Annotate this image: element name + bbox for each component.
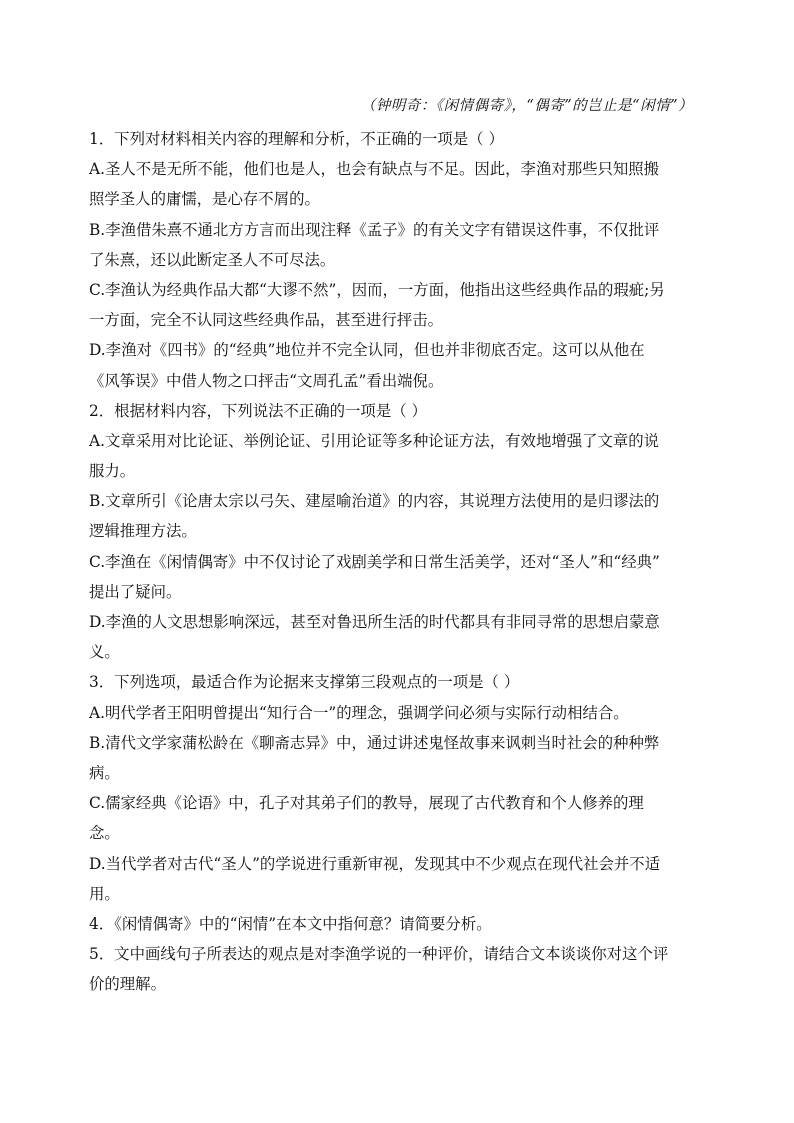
question-2-option-a: A.文章采用对比论证、举例论证、引用论证等多种论证方法，有效地增强了文章的说 [89,431,660,450]
question-1-stem: 1．下列对材料相关内容的理解和分析，不正确的一项是（ ） [89,130,504,148]
question-1-option-d: D.李渔对《四书》的“经典”地位并不完全认同，但也并非彻底否定。这可以从他在 [89,341,645,360]
question-2-option-d-cont: 义。 [89,643,120,662]
question-2-option-a-cont: 服力。 [89,462,136,481]
source-citation: （钟明奇：《闲情偶寄》，“偶寄”的岂止是“闲情”） [360,98,693,114]
question-1-option-a: A.圣人不是无所不能，他们也是人，也会有缺点与不足。因此，李渔对那些只知照搬 [89,160,660,179]
question-2-option-b-cont: 逻辑推理方法。 [89,522,197,541]
question-2-option-d: D.李渔的人文思想影响深远，甚至对鲁迅所生活的时代都具有非同寻常的思想启蒙意 [89,613,660,631]
question-1-option-a-cont: 照学圣人的庸懦，是心存不屑的。 [89,190,320,209]
question-1-option-c-cont: 一方面，完全不认同这些经典作品，甚至进行抨击。 [89,311,443,330]
question-1-option-b: B.李渔借朱熹不通北方方言而出现注释《孟子》的有关文字有错误这件事，不仅批评 [89,220,660,239]
question-5-stem: 5．文中画线句子所表达的观点是对李渔学说的一种评价，请结合文本谈谈你对这个评 [89,945,669,964]
question-3-stem: 3．下列选项，最适合作为论据来支撑第三段观点的一项是（ ） [89,673,520,692]
question-2-option-c: C.李渔在《闲情偶寄》中不仅讨论了戏剧美学和日常生活美学，还对“圣人”和“经典” [89,552,660,571]
question-3-option-d: D.当代学者对古代“圣人”的学说进行重新审视，发现其中不少观点在现代社会并不适 [89,854,661,873]
question-1-option-b-cont: 了朱熹，还以此断定圣人不可尽法。 [89,250,336,269]
question-3-option-b-cont: 病。 [89,763,120,782]
question-list [89,124,709,999]
question-1-option-c: C.李渔认为经典作品大都“大谬不然”，因而，一方面，他指出这些经典作品的瑕疵;另 [89,280,665,299]
question-5-stem-cont: 价的理解。 [89,975,166,994]
question-3-option-b: B.清代文学家蒲松龄在《聊斋志异》中，通过讲述鬼怪故事来讽刺当时社会的种种弊 [89,733,660,752]
question-2-option-c-cont: 提出了疑问。 [89,582,182,601]
question-2-option-b: B.文章所引《论唐太宗以弓矢、建屋喻治道》的内容，其说理方法使用的是归谬法的 [89,492,660,511]
question-4-stem: 4．《闲情偶寄》中的“闲情”在本文中指何意？请简要分析。 [89,914,492,933]
question-1-option-d-cont: 《风筝误》中借人物之口抨击“文周孔孟”看出端倪。 [89,371,444,390]
question-3-option-c: C.儒家经典《论语》中，孔子对其弟子们的教导，展现了古代教育和个人修养的理 [89,794,644,813]
question-3-option-d-cont: 用。 [89,884,120,903]
question-2-stem: 2．根据材料内容，下列说法不正确的一项是（ ） [89,401,427,420]
question-3-option-c-cont: 念。 [89,824,120,843]
question-3-option-a: A.明代学者王阳明曾提出“知行合一”的理念，强调学问必须与实际行动相结合。 [89,703,629,722]
